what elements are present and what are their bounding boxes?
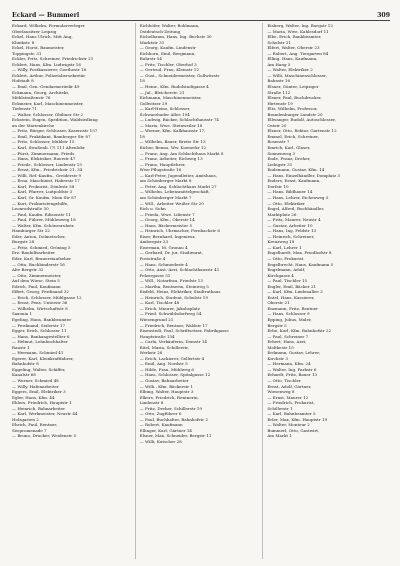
- directory-entry: — Walter, Kfm. Schönesruhstr.: [12, 222, 75, 228]
- directory-entry: Alte Bergstr 32: [12, 267, 44, 273]
- directory-entry: — Karl, Prokurist, Dönlestr 58: [12, 183, 75, 189]
- directory-entry: Engelhardt, Max, Friedhofstr 8: [267, 250, 332, 256]
- directory-entry: — Karl, Gr. Kaufm. Mein Str 87: [12, 194, 77, 200]
- directory-entry: Pelzergasse 51: [139, 272, 171, 278]
- directory-entry: Oberlausitzer Leipzig: [12, 28, 57, 34]
- directory-entry: — Robert, Ang. Tiergarten 84: [267, 50, 329, 56]
- directory-entry: Hamburger Str 22: [12, 228, 50, 234]
- directory-entry: Enders, Ernst, Kaufmann,: [267, 178, 321, 184]
- directory-entry: Eiser, Bernhard, Ingenieur,: [139, 233, 196, 239]
- directory-entry: Schillerstr 1: [267, 405, 293, 411]
- directory-entry: — Heinrich, Uhrmacher, Fernbachstr 6: [139, 228, 220, 234]
- directory-entry: Edrich, Paul, Kaufmann: [12, 283, 61, 289]
- directory-entry: Mühlstraßenstr 76: [12, 95, 51, 101]
- directory-entry: — Friedrich, Prokurist,: [267, 400, 315, 406]
- directory-entry: Egger, Erich, Schlosser 11: [12, 328, 67, 334]
- directory-entry: Eich u. Sohn: [139, 206, 166, 212]
- directory-entry: Emmel, Erich, Schreiner,: [267, 133, 319, 139]
- directory-entry: Elling, Hans, Kaufmann,: [267, 56, 318, 62]
- directory-entry: Saxonia 1: [12, 311, 33, 317]
- directory-entry: — Walter, Elektriker 2: [267, 67, 313, 73]
- directory-entry: Eckmann, Georg, Architekt,: [12, 89, 70, 95]
- directory-entry: — Karl, Kfm. Lindenallee 3: [267, 289, 323, 295]
- directory-entry: — Otto, Elektriker: [267, 200, 305, 206]
- directory-entry: am Schönberger Markt 7: [139, 194, 192, 200]
- directory-entry: — Fritz, Tischler, Oberhof 3: [139, 61, 197, 67]
- directory-entry: Eitel, Maria, Schillerstr,: [139, 344, 189, 350]
- directory-entry: — Willi, Kutscher 28: [139, 439, 182, 445]
- directory-entry: Hirtenstr 19: [267, 100, 293, 106]
- directory-entry: — Hans, Schmiedestr 4: [139, 261, 188, 267]
- directory-entry: — Walter, Ing. Parkstr 6: [267, 366, 317, 372]
- directory-entry: — Gust., Schneidermeister, Gollwitzstr: [139, 72, 220, 78]
- directory-entry: — Fritz, Schlosser, Mühlstr 15: [12, 139, 75, 145]
- directory-entry: Sonnenweg 3: [267, 150, 296, 156]
- directory-entry: Elkers, Friedrich, Rentnerin,: [139, 394, 199, 400]
- directory-entry: — Wilhelm, Lebensmittelgeschäft,: [139, 189, 210, 195]
- directory-entry: Eckler, Fritz, Schreiner, Friedrichstr 21: [12, 56, 94, 62]
- directory-entry: — Paul, Kaufm. Edisonstr 11: [12, 211, 71, 217]
- directory-entry: — Walter, Schlosser, Obiliner Str 2: [12, 111, 84, 117]
- directory-entry: — Ludwig, Bäcker, Schlachthausstr 74: [139, 117, 220, 123]
- directory-entry: Eckmeier, Karl, Maschinenmeister,: [12, 100, 84, 106]
- directory-entry: — Hans, Bildhauer 14: [267, 189, 313, 195]
- directory-entry: — Paul, Tischler 15: [267, 278, 308, 284]
- directory-entry: Moltkestr 15: [267, 344, 294, 350]
- directory-entry: Wiesenweg 8: [267, 389, 295, 395]
- directory-entry: — Fried. Schwäblsdorfweg 54: [139, 311, 202, 317]
- directory-entry: Eltz, Wilhelm, Professor,: [267, 106, 318, 112]
- directory-entry: — Otto, Zugführer 6: [139, 411, 182, 417]
- page-number: 309: [377, 12, 390, 19]
- directory-entry: Auf dem Wiese, Stein 5: [12, 278, 60, 284]
- directory-entry: — Heinr., Kfm. Rudolstadtgasse 4: [139, 84, 209, 90]
- directory-entry: — Hans, Schlosser 9: [267, 311, 310, 317]
- directory-entry: Wwe Pflugstraße 16: [139, 167, 182, 173]
- directory-entry: Seepromenade 7: [12, 427, 47, 433]
- directory-entry: — Maria, Wwe. Steinweiler 18: [139, 122, 203, 128]
- directory-entry: Egeling, Hans, Bankbeamter: [12, 316, 72, 322]
- directory-entry: Straße 112: [267, 89, 291, 95]
- directory-entry: Eckel, Horst, Baumeister,: [12, 45, 65, 51]
- header-range: Eckard — Bummerl: [12, 12, 80, 19]
- directory-entry: — Fritz, Bürger, Schlosser, Kasernstr 157: [12, 128, 98, 134]
- directory-entry: Ecklert, Hans, Kfm. Ludwigstr 16: [12, 61, 81, 67]
- directory-entry: Kanalstr 68: [12, 372, 36, 378]
- directory-entry: Kreuzweg 18: [267, 239, 295, 245]
- directory-entry: — Kurt, Prokuristengehilfe,: [12, 200, 69, 206]
- directory-entry: Emrich, Karl, Glaser,: [267, 145, 311, 151]
- directory-entry: Am Markt 1: [267, 433, 292, 439]
- directory-entry: — Karl, Pfarrer, Luitpoldstr 3: [12, 189, 73, 195]
- directory-entry: Oststr 20: [267, 122, 287, 128]
- directory-entry: Eisfeld, Heinz, Elektriker, Stadtrathaus: [139, 289, 221, 295]
- directory-entry: Engelmann, Adolf,: [267, 267, 306, 273]
- directory-entry: Eisenstedt, Paul, Schriftsetzer, Fabrikgasse: [139, 328, 229, 334]
- directory-entry: Raustr 1: [12, 344, 30, 350]
- directory-entry: — Erna, Maschinist, Haberstr 17: [12, 178, 80, 184]
- directory-entry: Bahnstr 16: [267, 78, 291, 84]
- directory-entry: — Wilhelm, Bauer, Breite Str 13: [139, 139, 206, 145]
- directory-entry: — Emil, Ang. Nordstr 5: [139, 361, 188, 367]
- directory-entry: — Helmut, Lohnbuchhalter: [12, 339, 68, 345]
- directory-entry: — Ernst, Kfm., Friedrichstr 21, 34: [12, 167, 83, 173]
- directory-entry: Eggeling, Walter, Schiffer,: [12, 366, 66, 372]
- directory-entry: Erbe, Karl, Kfm. Bahnhofstr 22: [267, 328, 332, 334]
- directory-entry: Liebigstr 31: [267, 161, 293, 167]
- directory-entry: — Hans, Ing. Feldstr 13: [267, 228, 317, 234]
- directory-entry: Elsner, Günter, Leipziger: [267, 84, 319, 90]
- directory-entry: Kirchgasse 4: [267, 272, 294, 278]
- directory-entry: — Will., Notarfrau, Friedstr 13: [139, 278, 203, 284]
- directory-entry: — Hans, Schlosser, Spitalgasse 12: [139, 372, 211, 378]
- directory-entry: Toppingstr. 31: [12, 50, 42, 56]
- directory-entry: Egerer, Karl, Kleinkraftfahrer,: [12, 355, 74, 361]
- directory-entry: — Heinrich, Student, Schulstr 19: [139, 294, 208, 300]
- directory-entry: Egler, Hans, Kfm. 44: [12, 394, 55, 400]
- column-3: [267, 23, 390, 559]
- directory-entry: Oberstr 21: [267, 300, 290, 306]
- directory-entry: Marktstr 31: [139, 39, 165, 45]
- directory-entry: — Hans, Bankangestellter 6: [12, 333, 70, 339]
- directory-entry: — Erich, Maurer, Jakobsplatz: [139, 305, 200, 311]
- directory-entry: — Friedrich, Rentner, Waldstr 17: [139, 322, 208, 328]
- directory-entry: — Emil, Praktikant, Bamberger Str 87: [12, 133, 91, 139]
- directory-entry: — Franz, Ang. Am Schlachthaus Markt 8: [139, 150, 224, 156]
- directory-entry: Erler, Max, Kfm. Hauptstr 19: [267, 416, 328, 422]
- directory-entry: Hofstadt 8: [12, 78, 34, 84]
- directory-entry: Ruhrstr 54: [139, 56, 162, 62]
- directory-entry: — Robert, Kaufmann: [139, 422, 183, 428]
- directory-entry: — Franz, Arbeiter, Eichweg 13: [139, 156, 203, 162]
- directory-entry: — Erich, Schlosser, Mühlgasse 12: [12, 294, 82, 300]
- directory-entry: — Georg, Kfm., Oberstr 14: [139, 217, 195, 223]
- directory-entry: — Hans, Bäckermeister 5: [139, 222, 193, 228]
- directory-entry: Engel, Alfred, Buchhändler,: [267, 206, 325, 212]
- directory-entry: — Otto, Anst.-Arzt, Schlachthausstr 41: [139, 267, 220, 273]
- directory-entry: Holzgarten 2: [12, 416, 39, 422]
- directory-entry: — Martha, Rentnerin, Steinweg 5: [139, 283, 209, 289]
- directory-entry: Schulstr 21: [267, 39, 291, 45]
- directory-entry: 18: [139, 133, 145, 139]
- directory-entry: Engler, Emil, Bäcker 21: [267, 283, 317, 289]
- directory-entry: — Emil, Gen.-Gendarmeriedir 49: [12, 84, 80, 90]
- directory-entry: Burgstr 28: [12, 239, 35, 245]
- directory-entry: — Jul., Bleicherstr. 21: [139, 89, 185, 95]
- column-2: [140, 23, 264, 559]
- directory-entry: — Hilde, Frau, Mühlweg 6: [139, 366, 194, 372]
- directory-entry: — Willi, Ref.-Kaufm., Greiderstr 9: [12, 172, 82, 178]
- directory-entry: — Fritz, Schmied, Gröning 5: [12, 244, 71, 250]
- directory-entry: Eichhöfer, Walter, Bohlmann,: [139, 23, 200, 28]
- column-1: [12, 23, 136, 559]
- directory-entry: Klinikstr. 8: [12, 39, 35, 45]
- directory-entry: Bummerl, Otto, Gastwirt,: [267, 427, 320, 433]
- directory-entry: — Carla, Verkäuferin, Domstr 14: [139, 339, 207, 345]
- directory-entry: Erz.-Bauhilfsarbeiter: [12, 250, 56, 256]
- directory-entry: — Wilh., Kfm. Bäckerstr 1: [139, 383, 194, 389]
- directory-entry: — Willi, Maschinenschlosser,: [267, 72, 327, 78]
- directory-entry: — Karl, Tischler 48: [139, 300, 180, 306]
- directory-entry: Eiserman, M. Gronau 4: [139, 244, 188, 250]
- directory-entry: Epping, Julius, Maler,: [267, 316, 312, 322]
- directory-entry: — Karl, Werkmeister, Neustr 44: [12, 411, 78, 417]
- directory-entry: Effert, Georg, Ferdinand 32: [12, 289, 69, 295]
- directory-entry: Erdmann, Gustav, Lehrer,: [267, 350, 320, 356]
- directory-entry: an der Marienkirche: [12, 122, 55, 128]
- directory-entry: Ernst, Adolf, Gärtner,: [267, 383, 312, 389]
- directory-entry: — Willy, Postkassierer, Goethestr 16: [12, 67, 87, 73]
- directory-entry: — Ernst, Maurer 12: [267, 394, 309, 400]
- directory-entry: — Paul, Führer, Mühlenweg 18: [12, 217, 76, 223]
- directory-entry: Hauptstraße 134: [139, 333, 175, 339]
- directory-entry: Dorfstr 10: [267, 183, 289, 189]
- directory-entry: — Frieda, Wwe. Lilienstr 7: [139, 211, 195, 217]
- directory-entry: Bahnhofstr 8: [12, 361, 39, 367]
- directory-entry: — Fürst, Zimmermann, Frieds: [12, 150, 75, 156]
- directory-entry: Eggers, Emil, Elektriker 3: [12, 389, 66, 395]
- directory-entry: Kirchstr 3: [267, 355, 288, 361]
- directory-entry: Werkstr 28: [139, 350, 163, 356]
- directory-entry: Elsner, Max, Schneider, Bergstr 11: [139, 433, 212, 439]
- directory-entry: Poststraße 4: [139, 255, 166, 261]
- directory-entry: Eichmann, Maschinenmeister,: [139, 95, 202, 101]
- directory-entry: Eichhorn, Emil, Bergmann,: [139, 50, 196, 56]
- directory-entry: — Willy, Hafenarbeiter: [12, 383, 59, 389]
- directory-entry: — Bruno, Drucker, Weidenstr 5: [12, 433, 77, 439]
- directory-entry: Wiesengrund 21: [139, 316, 174, 322]
- directory-entry: — Hermann, Kfm. 24: [267, 361, 311, 367]
- directory-entry: — Werner, Schmied 48: [12, 378, 59, 383]
- directory-entry: — Fritz, Dreher, Schillerstr 19: [139, 405, 202, 411]
- directory-entry: — Hans, Lehrer, Eichenweg 5: [267, 194, 329, 200]
- directory-entry: Elbe, Erich, Bankbeamter,: [267, 34, 322, 40]
- directory-entry: Ellwanger, Rudolf, Autoschlosser,: [267, 117, 336, 123]
- page-header: [12, 12, 390, 21]
- directory-entry: — Ernst, Pens. Unterstr 36: [12, 300, 68, 306]
- directory-entry: Elzner, Otto, Rektor, Gartenstr 12: [267, 128, 337, 134]
- directory-entry: — Ferdinand, Seilerstr 17: [12, 322, 66, 328]
- directory-entry: Eicher, Benno, Ww. Koenerkr 12: [139, 145, 207, 151]
- directory-entry: — Friedr., Schlosser, Lindenstr 15: [12, 161, 82, 167]
- directory-entry: — Walter, Monteur 2: [267, 422, 310, 428]
- directory-entry: Rosenstr 7: [267, 139, 290, 145]
- directory-entry: Tiefenstr 71: [12, 106, 37, 112]
- directory-entry: — Hans, Einzelhändler, Domplatz 3: [267, 172, 340, 178]
- directory-entry: — Hermann, Schmied 41: [12, 350, 64, 356]
- directory-entry: — Georg, Kaufm. Lindenstr: [139, 45, 196, 51]
- directory-entry: — Karl-Heinz, Schlosser,: [139, 106, 191, 112]
- directory-entry: — Karl-Peter, Jugendleiter, Amtshaus,: [139, 172, 217, 178]
- directory-entry: — Paul, Buchhalter, Bahnhofstr 2: [139, 416, 208, 422]
- directory-entry: Eckard, Wilhelm, Formularverleger: [12, 23, 85, 28]
- directory-entry: Lindenstr 8: [139, 400, 164, 406]
- directory-entry: — Werner, Kfm. Kalkhausstr 17,: [139, 128, 206, 134]
- directory-entry: Ehlers, Friedrich, Hauptstr 1: [12, 400, 72, 406]
- directory-entry: Ehrich, Paul, Rentner,: [12, 422, 58, 428]
- directory-entry: — Otto, Buchbinderstr 16: [12, 261, 65, 267]
- directory-entry: — Heinrich, Schreiner,: [267, 233, 315, 239]
- directory-entry: Erbert, Hans, Arzt,: [267, 339, 307, 345]
- directory-entry: — Otto, Tischler: [267, 378, 301, 383]
- directory-entry: — Will., Arbeiter Weißer Str 20: [139, 200, 204, 206]
- directory-entry: — Franz, Hauptlehrer,: [139, 161, 186, 167]
- directory-entry: — Wilhelm, Wirtschaftstr 8: [12, 305, 68, 311]
- directory-entry: Eder, Anton, Dolmetscher,: [12, 233, 66, 239]
- directory-entry: — Gerhard, Dr. jur. Studienrat,: [139, 250, 204, 256]
- directory-entry: 18: [139, 78, 145, 84]
- directory-entry: Leonrodstraße 30: [12, 206, 49, 212]
- directory-entry: — Peter, Ang. Schlachthaus Markt 27: [139, 183, 217, 189]
- directory-entry: — Heinrich, Bahnarbeiter: [12, 405, 66, 411]
- directory-entry: Bergstr 5: [267, 322, 287, 328]
- directory-entry: Am Hang 5: [267, 61, 291, 67]
- directory-entry: Erhardt, Fritz, Bauer 13: [267, 372, 318, 378]
- directory-entry: — Otto, Zimmermeister,: [12, 272, 62, 278]
- directory-entry: Elfert, Walter, Oberstr 23: [267, 45, 320, 51]
- directory-entry: Endemann, Gustav, Kfm. 14: [267, 167, 325, 173]
- directory-entry: Gollwitzer 29: [139, 100, 168, 106]
- directory-entry: Elbing, Walter, Hauptstr 3: [139, 389, 194, 395]
- directory-entry: — Paul, Schreiner 7: [267, 333, 309, 339]
- directory-entry: — Karl, Straßenb. (?) 111 Altenlohr: [12, 145, 85, 151]
- directory-entry: Enzmann, Fritz, Rentner: [267, 305, 319, 311]
- directory-entry: Ecklert, Arthur, Polizeiobersekretär: [12, 72, 86, 78]
- directory-entry: — Gustav, Arbeiter 10: [267, 222, 313, 228]
- directory-entry: Schwarzbader Allee 104: [139, 111, 190, 117]
- directory-entry: — Otto, Prokurist: [267, 255, 304, 261]
- directory-entry: — Erich, Lackierer, Gellertstr 4: [139, 355, 205, 361]
- directory-entry: — Maria, Wwe. Kahlesdorf 11: [267, 28, 329, 34]
- directory-entry: Eder, Karl, Brauereiaufseher: [12, 255, 72, 261]
- directory-entry: Eisberg, Walter, Ing. Burgstr 12: [267, 23, 333, 28]
- directory-entry: Eichelbaum, Hans, Ing. Buchstr 30: [139, 34, 212, 40]
- directory-entry: Elsner, Paul, Buchdrucker,: [267, 95, 322, 101]
- directory-entry: Ende, Franz, Dreher,: [267, 156, 311, 162]
- directory-entry: Ostdeutsch-Zeitung: [139, 28, 181, 34]
- directory-entry: Ambergstr 23: [139, 239, 169, 245]
- directory-entry: am Schönberger Markt 8: [139, 178, 192, 184]
- directory-entry: Marktplatz 26: [267, 211, 297, 217]
- directory-entry: Brandenburger Landstr 20: [267, 111, 323, 117]
- directory-entry: — Gertrud, Frau, Kleinstr 12: [139, 67, 199, 73]
- directory-entry: — Fritz, Maurer, Neustr 4: [267, 217, 321, 223]
- directory-entry: — Hans, Elektriker, Ruerstr 47: [12, 156, 76, 162]
- directory-entry: Eckel, Hans Ulrich, Mitt Ang,: [12, 34, 73, 40]
- directory-entry: Entel, Hans, Kassierer,: [267, 294, 315, 300]
- directory-entry: — Karl, Lehrer 1: [267, 244, 302, 250]
- directory-entry: — Karl, Bahnbeamter 5: [267, 411, 316, 417]
- columns: [12, 23, 390, 559]
- directory-entry: Engelbrecht, Hans, Kaufmann 5: [267, 261, 334, 267]
- directory-entry: Ellinger, Karl, Gärtner 14: [139, 427, 192, 433]
- directory-entry: — Gustav, Bahnarbeiter: [139, 378, 189, 383]
- directory-entry: Eckstein, Eugen, Spedition, Waldsiedlung: [12, 117, 98, 123]
